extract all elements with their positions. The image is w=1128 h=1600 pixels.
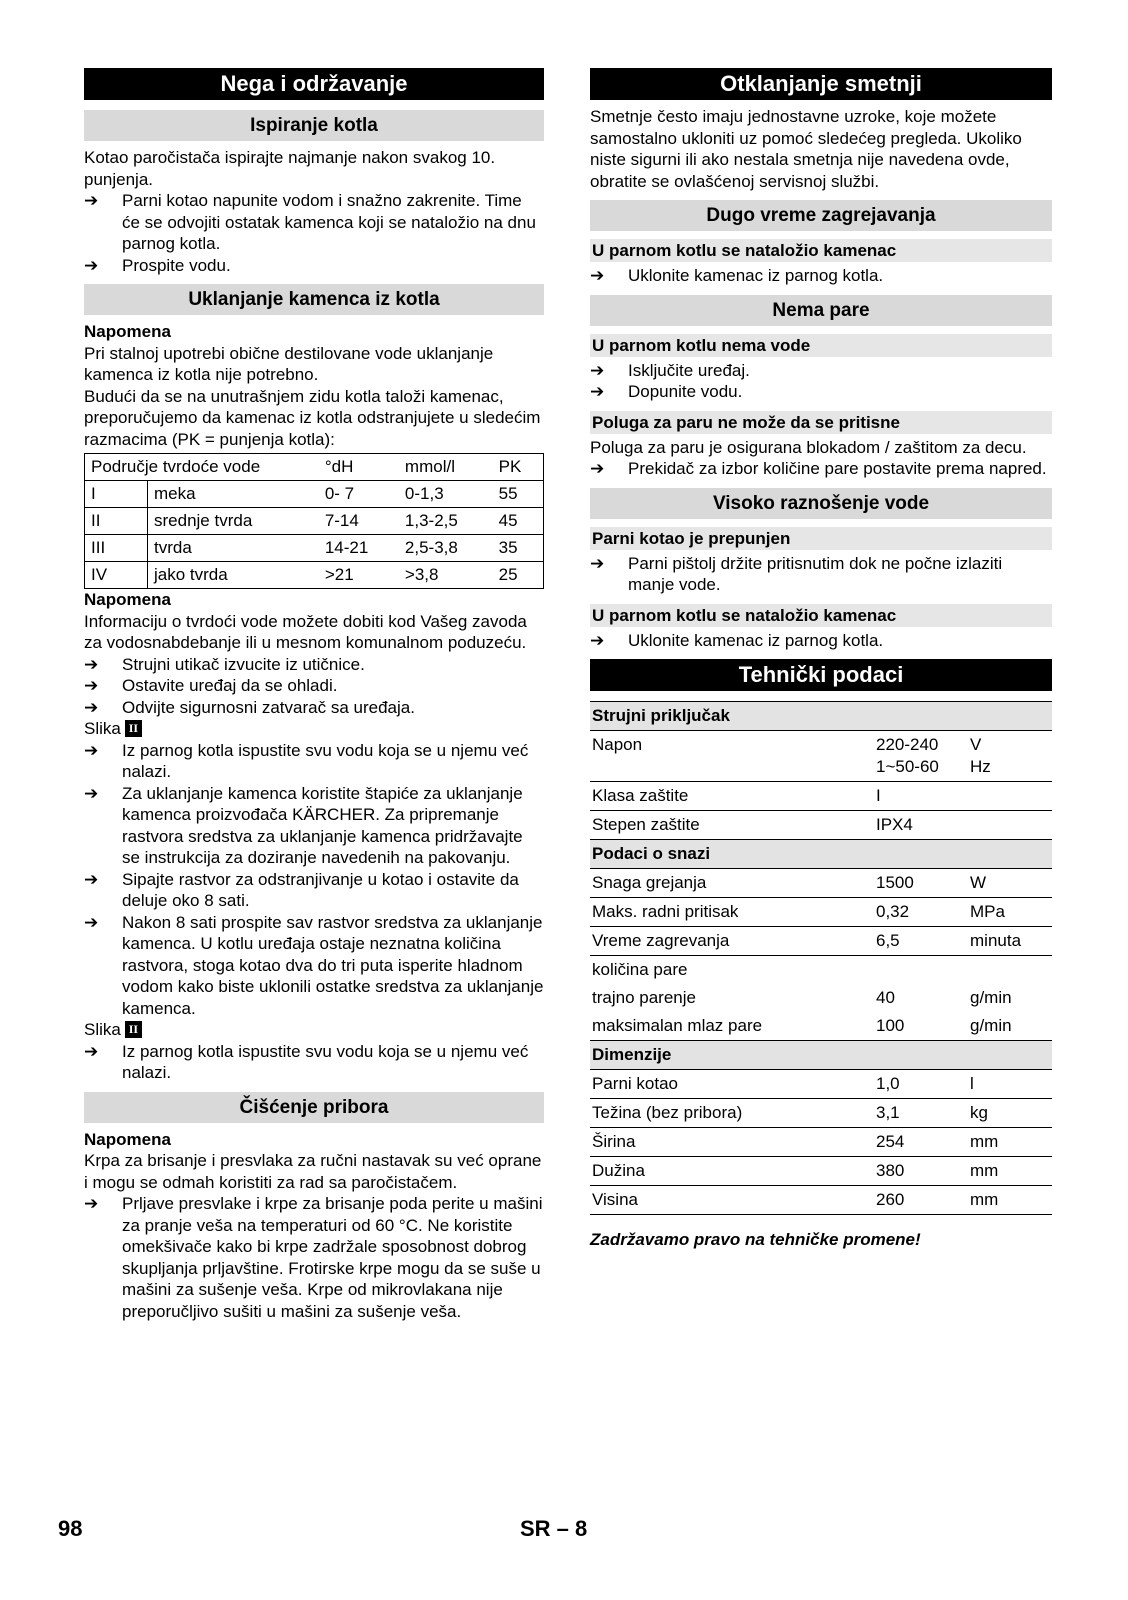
step: ➔ Iz parnog kotla ispustite svu vodu koja se u njemu već nalazi. bbox=[84, 1041, 529, 1082]
step: ➔ Ostavite uređaj da se ohladi. bbox=[84, 676, 338, 695]
subheading-no-water: U parnom kotlu nema vode bbox=[590, 334, 1052, 357]
table-header-cell: °dH bbox=[319, 454, 399, 481]
arrow-icon: ➔ bbox=[84, 697, 99, 717]
steam-lever-text: Poluga za paru je osigurana blokadom / zaštitom za decu. bbox=[590, 437, 1027, 457]
arrow-icon: ➔ bbox=[84, 783, 99, 803]
arrow-icon: ➔ bbox=[84, 1041, 99, 1061]
heading-water-spray: Visoko raznošenje vode bbox=[590, 488, 1052, 519]
step: ➔ Nakon 8 sati prospite sav rastvor sredstva za uklanjanje kamenca. U kotlu uređaja ostaje neznatna količina rastvora, stoga kotao dva do tri puta isperite hladnom vodom kako biste uklonili ostatke sredstva za uklanjanje kamenca. bbox=[84, 912, 544, 1018]
table-header-cell: Područje tvrdoće vode bbox=[85, 454, 319, 481]
water-hardness-table bbox=[84, 453, 544, 589]
arrow-icon: ➔ bbox=[590, 360, 605, 380]
step: ➔ Iz parnog kotla ispustite svu vodu koja se u njemu već nalazi. bbox=[84, 740, 529, 781]
page-code: SR – 8 bbox=[520, 1516, 588, 1541]
section-title-care: Nega i održavanje bbox=[84, 68, 544, 100]
step: ➔ Za uklanjanje kamenca koristite štapiće za uklanjanje kamenca proizvođača KÄRCHER. Za pripremanje rastvora sredstva za uklanjanje kamenca pridržavajte se instrukcija za doziranje navedenih na pakovanju. bbox=[84, 783, 523, 867]
rinse-intro: Kotao paročistača ispirajte najmanje nakon svakog 10. punjenja. bbox=[84, 148, 496, 189]
reservation-note: Zadržavamo pravo na tehničke promene! bbox=[590, 1230, 921, 1249]
step: ➔ Isključite uređaj. bbox=[590, 360, 750, 380]
right-column bbox=[590, 68, 1052, 1251]
arrow-icon: ➔ bbox=[590, 266, 605, 285]
table-section-row: Dimenzije bbox=[590, 1041, 1052, 1070]
table-header-cell: mmol/l bbox=[399, 454, 493, 481]
figure-number-icon: II bbox=[125, 1021, 142, 1038]
step: ➔ Parni kotao napunite vodom i snažno zakrenite. Time će se odvojiti ostatak kamenca koji se nataložio na dnu parnog kotla. bbox=[84, 191, 536, 253]
arrow-icon: ➔ bbox=[84, 1194, 99, 1213]
heading-no-steam: Nema pare bbox=[590, 295, 1052, 326]
note-label: Napomena bbox=[84, 322, 171, 341]
technical-data-table bbox=[590, 701, 1052, 1215]
subheading-scale: U parnom kotlu se nataložio kamenac bbox=[590, 604, 1052, 627]
subheading-scale: U parnom kotlu se nataložio kamenac bbox=[590, 239, 1052, 262]
table-row: Vreme zagrevanja 6,5 minuta bbox=[590, 927, 1052, 956]
table-row: Visina 260 mm bbox=[590, 1186, 1052, 1215]
arrow-icon: ➔ bbox=[84, 191, 99, 210]
section-title-technical-data: Tehnički podaci bbox=[590, 659, 1052, 691]
table-row: količina pare bbox=[592, 960, 688, 979]
heading-accessory-cleaning: Čišćenje pribora bbox=[84, 1092, 544, 1123]
table-header-row bbox=[85, 454, 544, 481]
table-row: Stepen zaštite IPX4 bbox=[590, 811, 1052, 840]
step: ➔ Odvijte sigurnosni zatvarač sa uređaja. bbox=[84, 697, 415, 717]
heading-rinse-boiler: Ispiranje kotla bbox=[84, 110, 544, 141]
step: ➔ Uklonite kamenac iz parnog kotla. bbox=[590, 630, 884, 650]
step: ➔ Uklonite kamenac iz parnog kotla. bbox=[590, 266, 884, 285]
table-section-row: Podaci o snazi bbox=[590, 840, 1052, 869]
step: ➔ Sipajte rastvor za odstranjivanje u kotao i ostavite da deluje oko 8 sati. bbox=[84, 869, 519, 910]
table-section-row: Strujni priključak bbox=[590, 702, 1052, 731]
note-text: Pri stalnoj upotrebi obične destilovane vode uklanjanje kamenca iz kotla nije potrebno. bbox=[84, 343, 494, 384]
arrow-icon: ➔ bbox=[590, 459, 605, 478]
table-row: Klasa zaštite I bbox=[590, 782, 1052, 811]
table-row: maksimalan mlaz pare 100 g/min bbox=[590, 1012, 1052, 1041]
figure-ref: Slika II bbox=[84, 718, 544, 740]
arrow-icon: ➔ bbox=[590, 630, 605, 650]
section-title-troubleshooting: Otklanjanje smetnji bbox=[590, 68, 1052, 100]
note-text: Informaciju o tvrdoći vode možete dobiti kod Vašeg zavoda za vodosnabdebanje ili u mesnom komunalnom poduzeću. bbox=[84, 611, 527, 652]
note-label: Napomena bbox=[84, 1129, 171, 1149]
subheading-overfilled: Parni kotao je prepunjen bbox=[590, 527, 1052, 550]
arrow-icon: ➔ bbox=[84, 912, 99, 932]
step: ➔ Prekidač za izbor količine pare postavite prema napred. bbox=[590, 459, 1047, 478]
heading-long-heating: Dugo vreme zagrejavanja bbox=[590, 200, 1052, 231]
left-column bbox=[84, 68, 544, 1322]
step: ➔ Strujni utikač izvucite iz utičnice. bbox=[84, 654, 365, 674]
arrow-icon: ➔ bbox=[590, 382, 605, 401]
arrow-icon: ➔ bbox=[84, 676, 99, 695]
note-text: Krpa za brisanje i presvlaka za ručni nastavak su već oprane i mogu se odmah koristiti za rad sa paročistačem. bbox=[84, 1151, 542, 1192]
step: ➔ Dopunite vodu. bbox=[590, 382, 743, 401]
step: ➔ Prospite vodu. bbox=[84, 255, 231, 275]
table-row: trajno parenje 40 g/min bbox=[592, 988, 1012, 1007]
table-row: II srednje tvrda 7-14 1,3-2,5 45 bbox=[85, 508, 544, 535]
arrow-icon: ➔ bbox=[84, 255, 99, 275]
arrow-icon: ➔ bbox=[84, 869, 99, 889]
step: ➔ Prljave presvlake i krpe za brisanje poda perite u mašini za pranje veša na temperaturi od 60 °C. Ne koristite omekšivače kako bi krpe zadržale sposobnost dobrog skupljanja prljavštine. Frotirske krpe mogu da se suše u mašini za sušenje veša. Krpe od mikrovlakana nije preporučljivo sušiti u mašini za sušenje veša. bbox=[84, 1194, 543, 1321]
table-row: Težina (bez pribora) 3,1 kg bbox=[590, 1099, 1052, 1128]
table-row: Maks. radni pritisak 0,32 MPa bbox=[590, 898, 1052, 927]
table-row: Dužina 380 mm bbox=[590, 1157, 1052, 1186]
table-header-cell: PK bbox=[493, 454, 544, 481]
note-label: Napomena bbox=[84, 590, 171, 609]
arrow-icon: ➔ bbox=[84, 654, 99, 674]
table-row: IV jako tvrda >21 >3,8 25 bbox=[85, 562, 544, 589]
table-row: Snaga grejanja 1500 W bbox=[590, 869, 1052, 898]
heading-descaling: Uklanjanje kamenca iz kotla bbox=[84, 284, 544, 315]
table-row: Širina 254 mm bbox=[590, 1128, 1052, 1157]
subheading-steam-lever: Poluga za paru ne može da se pritisne bbox=[590, 411, 1052, 434]
table-row: Napon 220-240 1~50-60 V Hz bbox=[590, 731, 1052, 782]
figure-number-icon: II bbox=[125, 720, 142, 737]
table-row: Parni kotao 1,0 l bbox=[590, 1070, 1052, 1099]
table-row: I meka 0- 7 0-1,3 55 bbox=[85, 481, 544, 508]
page-number: 98 bbox=[58, 1516, 83, 1541]
table-row: III tvrda 14-21 2,5-3,8 35 bbox=[85, 535, 544, 562]
troubleshooting-intro: Smetnje često imaju jednostavne uzroke, koje možete samostalno ukloniti uz pomoć sledećeg pregleda. Ukoliko niste sigurni ili ako nestala smetnja nije navedena ovde, obratite se ovlašćenoj servisnoj službi. bbox=[590, 107, 1022, 191]
descaling-para: Budući da se na unutrašnjem zidu kotla taloži kamenac, preporučujemo da kamenac iz kotla odstranjujete u sledećim razmacima (PK = punjenja kotla): bbox=[84, 386, 541, 449]
arrow-icon: ➔ bbox=[84, 740, 99, 760]
arrow-icon: ➔ bbox=[590, 553, 605, 573]
figure-ref: Slika II bbox=[84, 1019, 544, 1041]
step: ➔ Parni pištolj držite pritisnutim dok ne počne izlaziti manje vode. bbox=[590, 553, 1003, 594]
